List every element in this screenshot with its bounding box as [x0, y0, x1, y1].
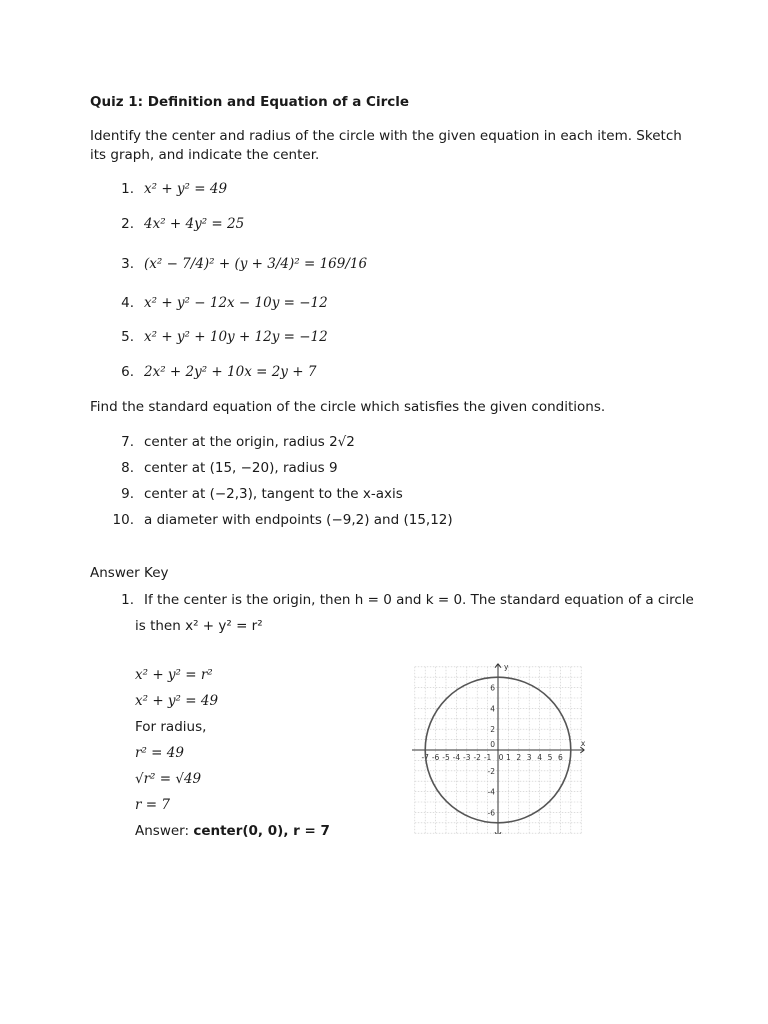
work-step: √r² = √49 — [135, 771, 202, 787]
part2-heading: Find the standard equation of the circle which satisfies the given conditions. — [90, 399, 606, 415]
item-number: 2. — [121, 216, 134, 232]
problem-item — [112, 486, 403, 502]
y-tick-label: 6 — [490, 683, 495, 693]
x-tick-label: 6 — [558, 753, 563, 762]
work-step: For radius, — [135, 719, 207, 735]
x-axis-label: x — [580, 739, 586, 748]
x-tick-label: 5 — [547, 753, 553, 762]
y-tick-label: -2 — [487, 766, 495, 776]
equation: x² + y² = 49 — [144, 181, 228, 197]
problem-item — [112, 364, 316, 380]
item-number: 1. — [121, 181, 134, 197]
problem-item — [112, 329, 328, 345]
item-number: 9. — [121, 486, 134, 502]
answer-label: Answer: — [135, 823, 194, 839]
circle-graph — [412, 662, 592, 834]
x-tick-label: -4 — [452, 753, 461, 762]
y-tick-label: 0 — [490, 740, 495, 749]
item-number: 6. — [121, 364, 134, 380]
item-number: 1. — [121, 592, 134, 608]
item-number: 4. — [121, 295, 134, 311]
problem-item — [112, 460, 338, 476]
x-tick-label: -3 — [463, 753, 471, 762]
condition-text: center at (−2,3), tangent to the x-axis — [144, 486, 403, 502]
equation: (x² − 7/4)² + (y + 3/4)² = 169/16 — [144, 256, 368, 272]
equation: x² + y² + 10y + 12y = −12 — [144, 329, 328, 345]
x-tick-label: 0 — [498, 753, 504, 762]
y-tick-label: -4 — [487, 787, 495, 797]
y-tick-label: -6 — [487, 808, 495, 818]
y-axis-label: y — [504, 662, 509, 672]
x-tick-label: 2 — [516, 753, 522, 762]
x-tick-label: -2 — [473, 753, 481, 762]
condition-text: center at the origin, radius 2√2 — [144, 434, 355, 450]
work-step: x² + y² = 49 — [135, 693, 219, 709]
quiz-title: Quiz 1: Definition and Equation of a Circle — [90, 94, 410, 110]
equation: 4x² + 4y² = 25 — [144, 216, 245, 232]
problem-item — [112, 295, 328, 311]
x-tick-label: -5 — [442, 753, 450, 762]
work-step: x² + y² = r² — [135, 667, 213, 683]
condition-text: center at (15, −20), radius 9 — [144, 460, 338, 476]
problem-item — [112, 181, 227, 197]
problem-item — [112, 256, 367, 272]
y-tick-label: 2 — [490, 725, 495, 735]
y-tick-label: 4 — [490, 704, 495, 714]
answer-text-line-2: is then x² + y² = r² — [135, 618, 263, 634]
problem-item — [112, 434, 355, 450]
answer-item — [112, 592, 694, 608]
work-step: r = 7 — [135, 797, 170, 813]
x-tick-label: 1 — [506, 753, 511, 762]
item-number: 8. — [121, 460, 134, 476]
equation: 2x² + 2y² + 10x = 2y + 7 — [144, 364, 317, 380]
answer-key-heading: Answer Key — [90, 565, 169, 581]
x-tick-label: -1 — [483, 753, 492, 762]
intro-line-2: its graph, and indicate the center. — [90, 147, 320, 163]
item-number: 7. — [121, 434, 134, 450]
x-tick-label: 4 — [537, 753, 542, 762]
work-step: r² = 49 — [135, 745, 184, 761]
answer-text-line-1: If the center is the origin, then h = 0 and k = 0. The standard equation of a circle — [144, 592, 694, 608]
x-tick-label: -6 — [431, 753, 440, 762]
item-number: 3. — [121, 256, 134, 272]
item-number: 5. — [121, 329, 134, 345]
equation: x² + y² − 12x − 10y = −12 — [144, 295, 328, 311]
graph-axes — [412, 664, 584, 834]
final-answer — [135, 823, 330, 839]
item-number: 10. — [112, 512, 134, 528]
problem-item — [112, 512, 453, 528]
intro-line-1: Identify the center and radius of the circle with the given equation in each item. Sketch — [90, 128, 682, 144]
condition-text: a diameter with endpoints (−9,2) and (15,12) — [144, 512, 453, 528]
x-tick-label: 3 — [526, 753, 532, 762]
x-tick-label: -7 — [421, 753, 429, 762]
problem-item — [112, 216, 244, 232]
answer-value: center(0, 0), r = 7 — [193, 823, 330, 839]
